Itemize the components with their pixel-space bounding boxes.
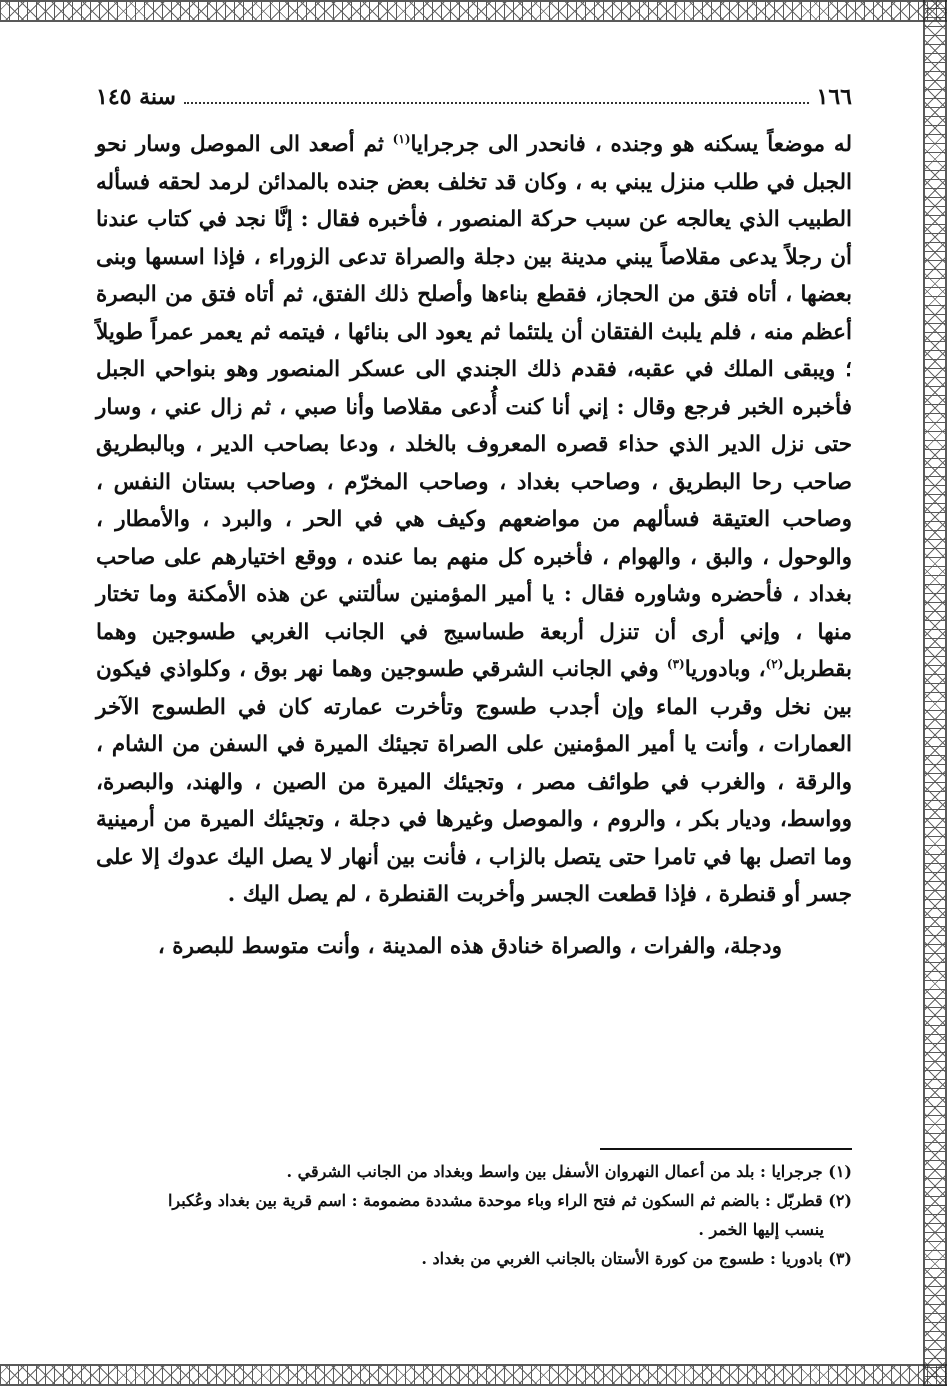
paragraph-segment: ، وبادوريا — [684, 657, 766, 682]
footnote-ref-2[interactable]: (٢) — [765, 656, 784, 671]
footnote-ref-3[interactable]: (٣) — [666, 656, 685, 671]
paragraph-segment: له موضعاً يسكنه هو وجنده ، فانحدر الى جرجرايا — [410, 132, 852, 157]
year-label: سنة ١٤٥ — [96, 84, 176, 110]
footnote-2-continuation: ينسب إليها الخمر . — [698, 1220, 824, 1239]
footnote-separator — [600, 1148, 852, 1150]
footnote-marker: (١) — [828, 1162, 852, 1181]
footnote-marker: (٣) — [828, 1249, 852, 1268]
page-number: ١٦٦ — [816, 84, 852, 110]
footnote-1 — [96, 1158, 852, 1185]
footnote-text: بادوريا : طسوج من كورة الأستان بالجانب الغربي من بغداد . — [421, 1249, 829, 1268]
header-dot-leader — [184, 102, 809, 104]
footnote-text: قطربّل : بالضم ثم السكون ثم فتح الراء وباء موحدة مشددة مضمومة : اسم قرية بين بغداد وعُكبرا — [167, 1191, 829, 1210]
footnote-text: جرجرايا : بلد من أعمال النهروان الأسفل بين واسط وبغداد من الجانب الشرقي . — [286, 1162, 829, 1181]
main-paragraph — [96, 126, 852, 914]
running-header — [96, 84, 852, 120]
footnotes — [96, 1158, 852, 1274]
footnote-2 — [96, 1187, 852, 1214]
verse-line: ودجلة، والفرات ، والصراة خنادق هذه المدينة ، وأنت متوسط للبصرة ، — [157, 933, 782, 959]
ornamental-border-right — [923, 0, 947, 1386]
ornamental-border-top — [0, 0, 947, 22]
footnote-ref-1[interactable]: (١) — [392, 131, 411, 146]
paragraph-segment: وفي الجانب الشرقي طسوجين وهما نهر بوق ، وكلواذي فيكون بين نخل وقرب الماء وإن أجدب طسوج وتأخرت عمارته كان في الطسوج الآخر العمارات ، وأنت يا أمير المؤمنين على الصراة تجيئك الميرة في السفن من الشام ، والرقة ، والغرب في طوائف مصر ، وتجيئك الميرة من الصين ، والهند، والبصرة، وواسط، وديار بكر ، والروم ، والموصل وغيرها في دجلة ، وتجيئك الميرة من أرمينية وما اتصل بها في تامرا حتى يتصل بالزاب ، فأنت بين أنهار لا يصل اليك عدوك إلا على جسر أو قنطرة ، فإذا قطعت الجسر وأخربت القنطرة ، لم يصل اليك . — [96, 657, 852, 907]
footnote-marker: (٢) — [828, 1191, 852, 1210]
page-content — [96, 84, 852, 965]
paragraph-segment: ثم أصعد الى الموصل وسار نحو الجبل في طلب منزل يبني به ، وكان قد تخلف بعض جنده بالمدائن لرمد لحقه فسأله الطبيب الذي يعالجه عن سبب حركة المنصور ، فأخبره فقال : إنَّا نجد في كتاب عندنا أن رجلاً يدعى مقلاصاً يبني مدينة بين دجلة والصراة تدعى الزوراء ، فإذا اسسها وبنى بعضها ، أتاه فتق من الحجاز، فقطع بناءها وأصلح ذلك الفتق، ثم أتاه فتق من البصرة أعظم منه ، فلم يلبث الفتقان أن يلتئما ثم يعود الى بنائها ، فيتمه ثم يعمر عمراً طويلاً ؛ ويبقى الملك في عقبه، فقدم ذلك الجندي الى عسكر المنصور وهو بنواحي الجبل فأخبره الخبر فرجع وقال : إني أنا كنت أُدعى مقلاصا وأنا صبي ، ثم زال عني ، وسار حتى نزل الدير الذي حذاء قصره المعروف بالخلد ، ودعا بصاحب الدير ، وبالبطريق صاحب رحا البطريق ، وصاحب بغداد ، وصاحب المخرّم ، وصاحب بستان النفس ، وصاحب العتيقة فسألهم من مواضعهم وكيف هي في الحر ، والبرد ، والأمطار ، والوحول ، والبق ، والهوام ، فأخبره كل منهم بما عنده ، ووقع اختيارهم على صاحب بغداد ، فأحضره وشاوره فقال : يا أمير المؤمنين سألتني عن هذه الأمكنة وما تختار منها ، وإني أرى أن تنزل أربعة طساسيج في الجانب الغربي طسوجين وهما بقطربل — [96, 132, 853, 682]
footnote-3 — [96, 1245, 852, 1272]
ornamental-border-bottom — [0, 1364, 947, 1386]
